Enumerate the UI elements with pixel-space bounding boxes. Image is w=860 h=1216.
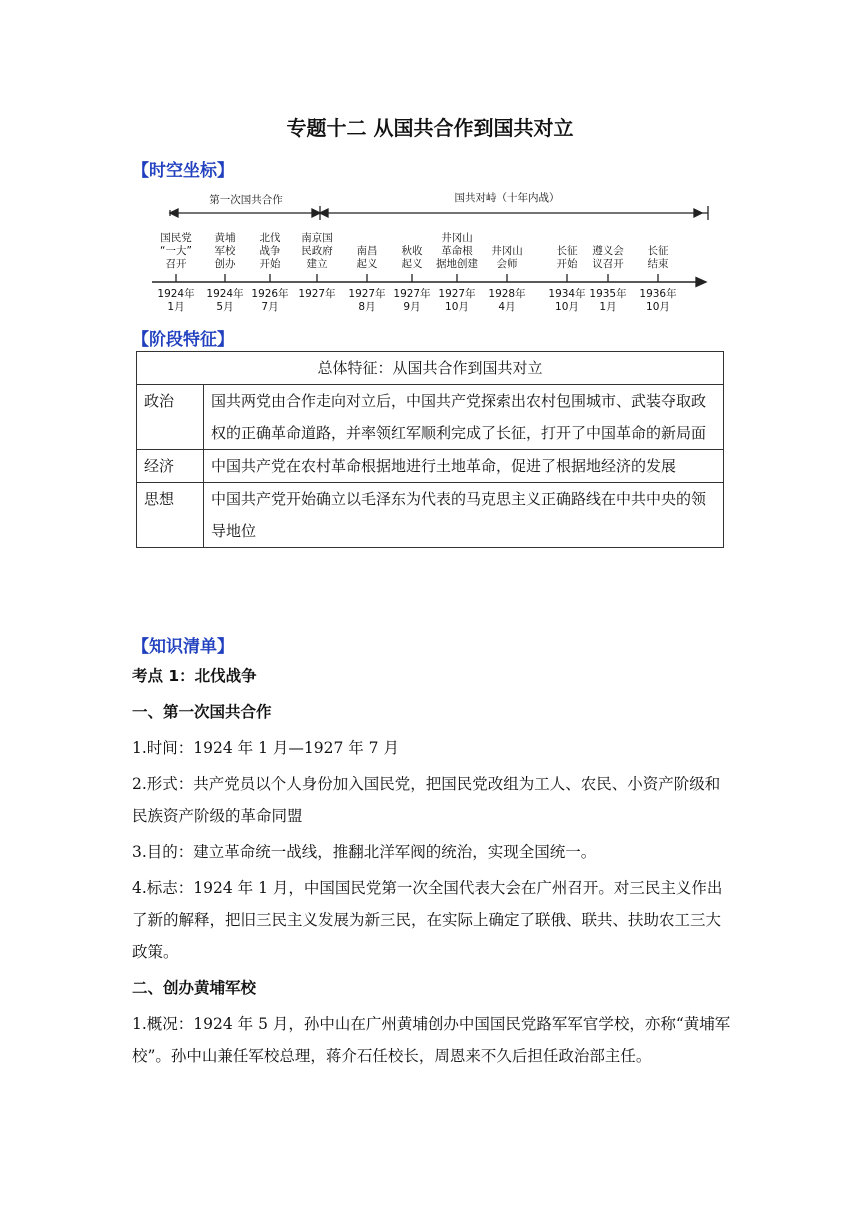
part2-heading: 二、创办黄埔军校 [132, 979, 257, 997]
list-item: 1.概况：1924 年 5 月，孙中山在广州黄埔创办中国国民党路军军官学校，亦称“黄埔军校”。孙中山兼任军校总理，蒋介石任校长，周恩来不久后担任政治部主任。 [132, 1015, 731, 1065]
features-table [136, 351, 724, 548]
timeline-event: 井冈山 革命根 据地创建 [436, 232, 478, 270]
timeline-date: 1926年 7月 [251, 288, 289, 313]
timeline-date: 1935年 1月 [589, 288, 627, 313]
row-label: 经济 [137, 450, 204, 483]
list-item: 3.目的：建立革命统一战线，推翻北洋军阀的统治，实现全国统一。 [132, 843, 597, 861]
table-row [137, 450, 724, 483]
timeline-period-label: 第一次国共合作 [209, 194, 283, 206]
timeline-date: 1928年 4月 [488, 288, 526, 313]
overall-feature-cell: 总体特征：从国共合作到国共对立 [137, 352, 724, 385]
timeline-date: 1924年 5月 [206, 288, 244, 313]
list-item: 4.标志：1924 年 1 月，中国国民党第一次全国代表大会在广州召开。对三民主义作出了新的解释，把旧三民主义发展为新三民，在实际上确定了联俄、联共、扶助农工三大政策。 [132, 879, 723, 961]
kaodian-heading: 考点 1：北伐战争 [132, 667, 257, 685]
timeline-date: 1934年 10月 [548, 288, 586, 313]
timeline-event: 国民党 “一大” 召开 [160, 232, 192, 270]
timeline-date: 1924年 1月 [157, 288, 195, 313]
timeline-date: 1927年 8月 [348, 288, 386, 313]
section-heading-knowledge: 【知识清单】 [132, 637, 234, 657]
timeline-date: 1927年 9月 [393, 288, 431, 313]
timeline-event: 南京国 民政府 建立 [301, 232, 333, 270]
row-text: 中国共产党开始确立以毛泽东为代表的马克思主义正确路线在中共中央的领导地位 [204, 483, 724, 548]
timeline-event: 井冈山 会师 [491, 245, 523, 270]
timeline-date: 1927年 10月 [438, 288, 476, 313]
table-row [137, 352, 724, 385]
timeline-event: 黄埔 军校 创办 [214, 232, 236, 270]
timeline-event: 南昌 起义 [356, 245, 378, 270]
table-row [137, 483, 724, 548]
row-label: 政治 [137, 385, 204, 450]
section-heading-coordinates: 【时空坐标】 [132, 161, 234, 181]
timeline-date: 1936年 10月 [639, 288, 677, 313]
timeline-event: 秋收 起义 [401, 245, 423, 270]
knowledge-content [132, 660, 732, 1076]
row-text: 中国共产党在农村革命根据地进行土地革命，促进了根据地经济的发展 [204, 450, 724, 483]
section-heading-features: 【阶段特征】 [132, 330, 234, 350]
list-item: 1.时间：1924 年 1 月—1927 年 7 月 [132, 739, 399, 757]
timeline-event: 北伐 战争 开始 [259, 232, 281, 270]
timeline-event: 长征 结束 [647, 245, 669, 270]
table-row [137, 385, 724, 450]
part1-heading: 一、第一次国共合作 [132, 703, 272, 721]
timeline-diagram [152, 186, 712, 314]
timeline-date: 1927年 [298, 288, 336, 300]
row-text: 国共两党由合作走向对立后，中国共产党探索出农村包围城市、武装夺取政权的正确革命道路，并率领红军顺利完成了长征，打开了中国革命的新局面 [204, 385, 724, 450]
list-item: 2.形式：共产党员以个人身份加入国民党，把国民党改组为工人、农民、小资产阶级和民族资产阶级的革命同盟 [132, 775, 721, 825]
timeline-event: 长征 开始 [556, 245, 578, 270]
timeline-period-label: 国共对峙（十年内战） [454, 192, 560, 204]
timeline-event: 遵义会 议召开 [592, 245, 624, 270]
page-title: 专题十二 从国共合作到国共对立 [286, 116, 574, 140]
row-label: 思想 [137, 483, 204, 548]
